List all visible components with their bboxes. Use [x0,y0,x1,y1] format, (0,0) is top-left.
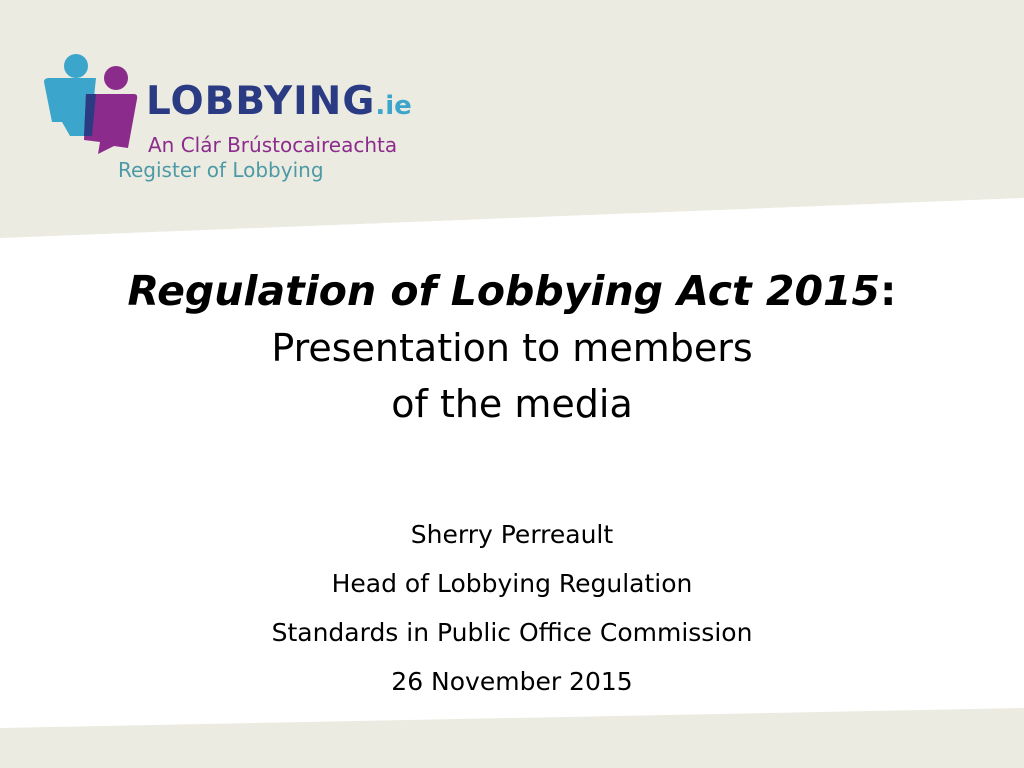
logo-irish-name: An Clár Brústocaireachta [148,133,398,157]
title-main: Regulation of Lobbying Act 2015 [127,267,881,315]
presenter-organisation: Standards in Public Office Commission [271,618,753,647]
lobbying-logo [40,50,440,190]
title-line-1 [0,262,1024,320]
logo-tld: .ie [375,91,412,121]
title-line-2: Presentation to members [271,326,753,370]
people-speech-icon [40,50,140,160]
logo-english-name: Register of Lobbying [118,158,324,182]
logo-wordmark: LOBBYING.ie [146,79,412,124]
title-line-3: of the media [391,382,633,426]
presenter-role: Head of Lobbying Regulation [331,569,693,598]
presenter-info [0,510,1024,706]
presenter-name: Sherry Perreault [410,520,614,549]
presentation-date: 26 November 2015 [391,667,633,696]
slide-title [0,262,1024,432]
title-colon: : [880,267,897,315]
